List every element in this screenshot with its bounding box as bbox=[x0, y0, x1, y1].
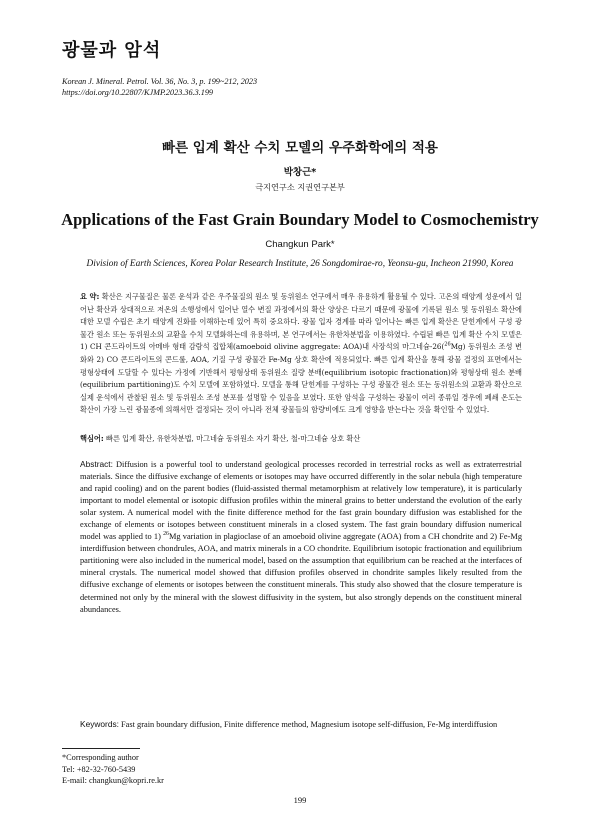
footnote-divider bbox=[62, 748, 140, 749]
citation-block bbox=[62, 76, 257, 98]
english-abstract bbox=[80, 458, 522, 616]
english-title: Applications of the Fast Grain Boundary Model to Cosmochemistry bbox=[61, 210, 539, 229]
korean-abstract-text-1: 확산은 지구물질은 물론 운석과 같은 우주물질의 원소 및 동위원소 연구에서 매우 유용하게 활용될 수 있다. 고온의 태양계 성운에서 일어난 확산과 상대적으로 저온의 소행성에서 일어난 열수 변질 과정에서의 확산 양상은 다르기 때문에 광물에 기록된 원소 및 동위원소 확산에 대한 모델 수립은 초기 태양계 진화를 이해하는데 있어 특히 중요하다. 광물 입자 경계를 따라 일어나는 빠른 입계 확산은 닫힌계에서 구성 광물간 원소 또는 동위원소의 교환을 수치 모델화하는데 유용하며, 본 연구에서는 유한차분법을 이용하였다. 수립된 빠른 입계 확산 수치 모델은 1) CH 콘드라이트의 아메바 형태 감람석 집합체(amoeboid olivine aggregate: AOA)내 사장석의 마그네슘-26( bbox=[80, 292, 522, 352]
page-number: 199 bbox=[293, 795, 307, 805]
korean-affiliation: 극지연구소 지권연구본부 bbox=[255, 182, 345, 192]
korean-keywords-label: 핵심어: bbox=[80, 434, 104, 443]
korean-keywords-text: 빠른 입계 확산, 유한차분법, 마그네슘 동위원소 자기 확산, 철-마그네슘 상호 확산 bbox=[103, 434, 361, 443]
english-abstract-label: Abstract: bbox=[80, 459, 113, 469]
citation-volume: Korean J. Mineral. Petrol. Vol. 36, No. 3, p. 199~212, 2023 bbox=[62, 77, 258, 86]
journal-name: 광물과 암석 bbox=[62, 40, 162, 61]
corresponding-author-note: *Corresponding author bbox=[62, 753, 139, 762]
korean-abstract-text-2: Mg) 동위원소 조성 변화와 2) CO 콘드라이트의 콘드룰, AOA, 기질 구성 광물간 Fe-Mg 상호 확산에 적용되었다. 빠른 입계 확산을 통해 광물 결정의 표면에서는 평형상태에 도달할 수 있다는 가정에 기반해서 평형상태 동위원소 질량 분배(equilibrium isotopic fractionation)와 평형상태 원소 분배(equilibrium partitioning)도 수치 모델에 포함하였다. 모델을 통해 닫힌계를 구성하는 구성 광물간 원소 또는 동위원소의 교환과 확산으로 실제 운석에서 관찰된 원소 및 동위원소 조성 분포를 설명할 수 있음을 보였다. 또한 암석을 구성하는 광물이 여러 종류일 경우에 폐쇄 온도는 확산이 가장 느린 광물종에 의해서만 결정되는 것이 아니라 전체 광물들의 함량비에도 크게 영향을 받는다는 것을 확인할 수 있었다. bbox=[80, 342, 522, 415]
citation-doi[interactable]: https://doi.org/10.22807/KJMP.2023.36.3.199 bbox=[62, 88, 214, 97]
korean-abstract-label: 요 약: bbox=[80, 292, 100, 301]
english-keywords-text: Fast grain boundary diffusion, Finite difference method, Magnesium isotope self-diffusion, Fe-Mg interdiffusion bbox=[118, 720, 498, 729]
footnote bbox=[62, 752, 164, 787]
korean-title: 빠른 입계 확산 수치 모델의 우주화학에의 적용 bbox=[162, 140, 438, 156]
korean-author: 박창근* bbox=[283, 167, 317, 178]
english-keywords bbox=[80, 718, 522, 731]
korean-keywords bbox=[80, 433, 522, 445]
korean-abstract-sup: 26 bbox=[444, 341, 451, 348]
english-abstract-text-2: Mg variation in plagioclase of an amoeboid olivine aggregate (AOA) from a CH chondrite and 2) Fe-Mg interdiffusion between chondrules, AOA, and matrix minerals in a CO chondrite. Equilibrium isotopic fractionation and equilibrium partitioning were also included in the numerical model, based on the assumption that equilibrium can be reached at the interfaces of mineral crystals. The numerical model showed that diffusion profiles observed in chondrite samples likely resulted from the diffusive exchange of elements or isotopes between the constituent minerals. This study also showed that the closure temperature is determined not only by the mineral with the slowest diffusivity in the system, but also strongly depends on the constituent mineral abundances. bbox=[80, 532, 522, 614]
telephone-note: Tel: +82-32-760-5439 bbox=[62, 764, 136, 774]
english-abstract-sup: 26 bbox=[163, 531, 169, 538]
email-note[interactable]: E-mail: changkun@kopri.re.kr bbox=[62, 776, 164, 785]
korean-abstract bbox=[80, 291, 522, 417]
english-keywords-label: Keywords: bbox=[80, 719, 119, 729]
english-author: Changkun Park* bbox=[265, 239, 335, 250]
english-affiliation: Division of Earth Sciences, Korea Polar Research Institute, 26 Songdomirae-ro, Yeonsu-gu, Incheon 21990, Korea bbox=[86, 259, 514, 269]
english-abstract-text-1: Diffusion is a powerful tool to understand geological processes recorded in terrestrial rocks as well as extraterrestrial materials. Since the diffusive exchange of elements or isotopes may have occurred differently in the solar nebula (high temperature and rapid cooling) and on the parent bodies (fluid-assisted thermal metamorphism at relatively low temperature), it is particularly important to model elemental or isotopic diffusion profiles within the mineral grains to better understand the evolution of the early solar system. A numerical model with the finite difference method for the fast grain boundary diffusion was established for the exchange of elements or isotopes between constituent minerals in a closed system. The fast grain boundary diffusion numerical model was applied to 1) bbox=[80, 460, 522, 542]
